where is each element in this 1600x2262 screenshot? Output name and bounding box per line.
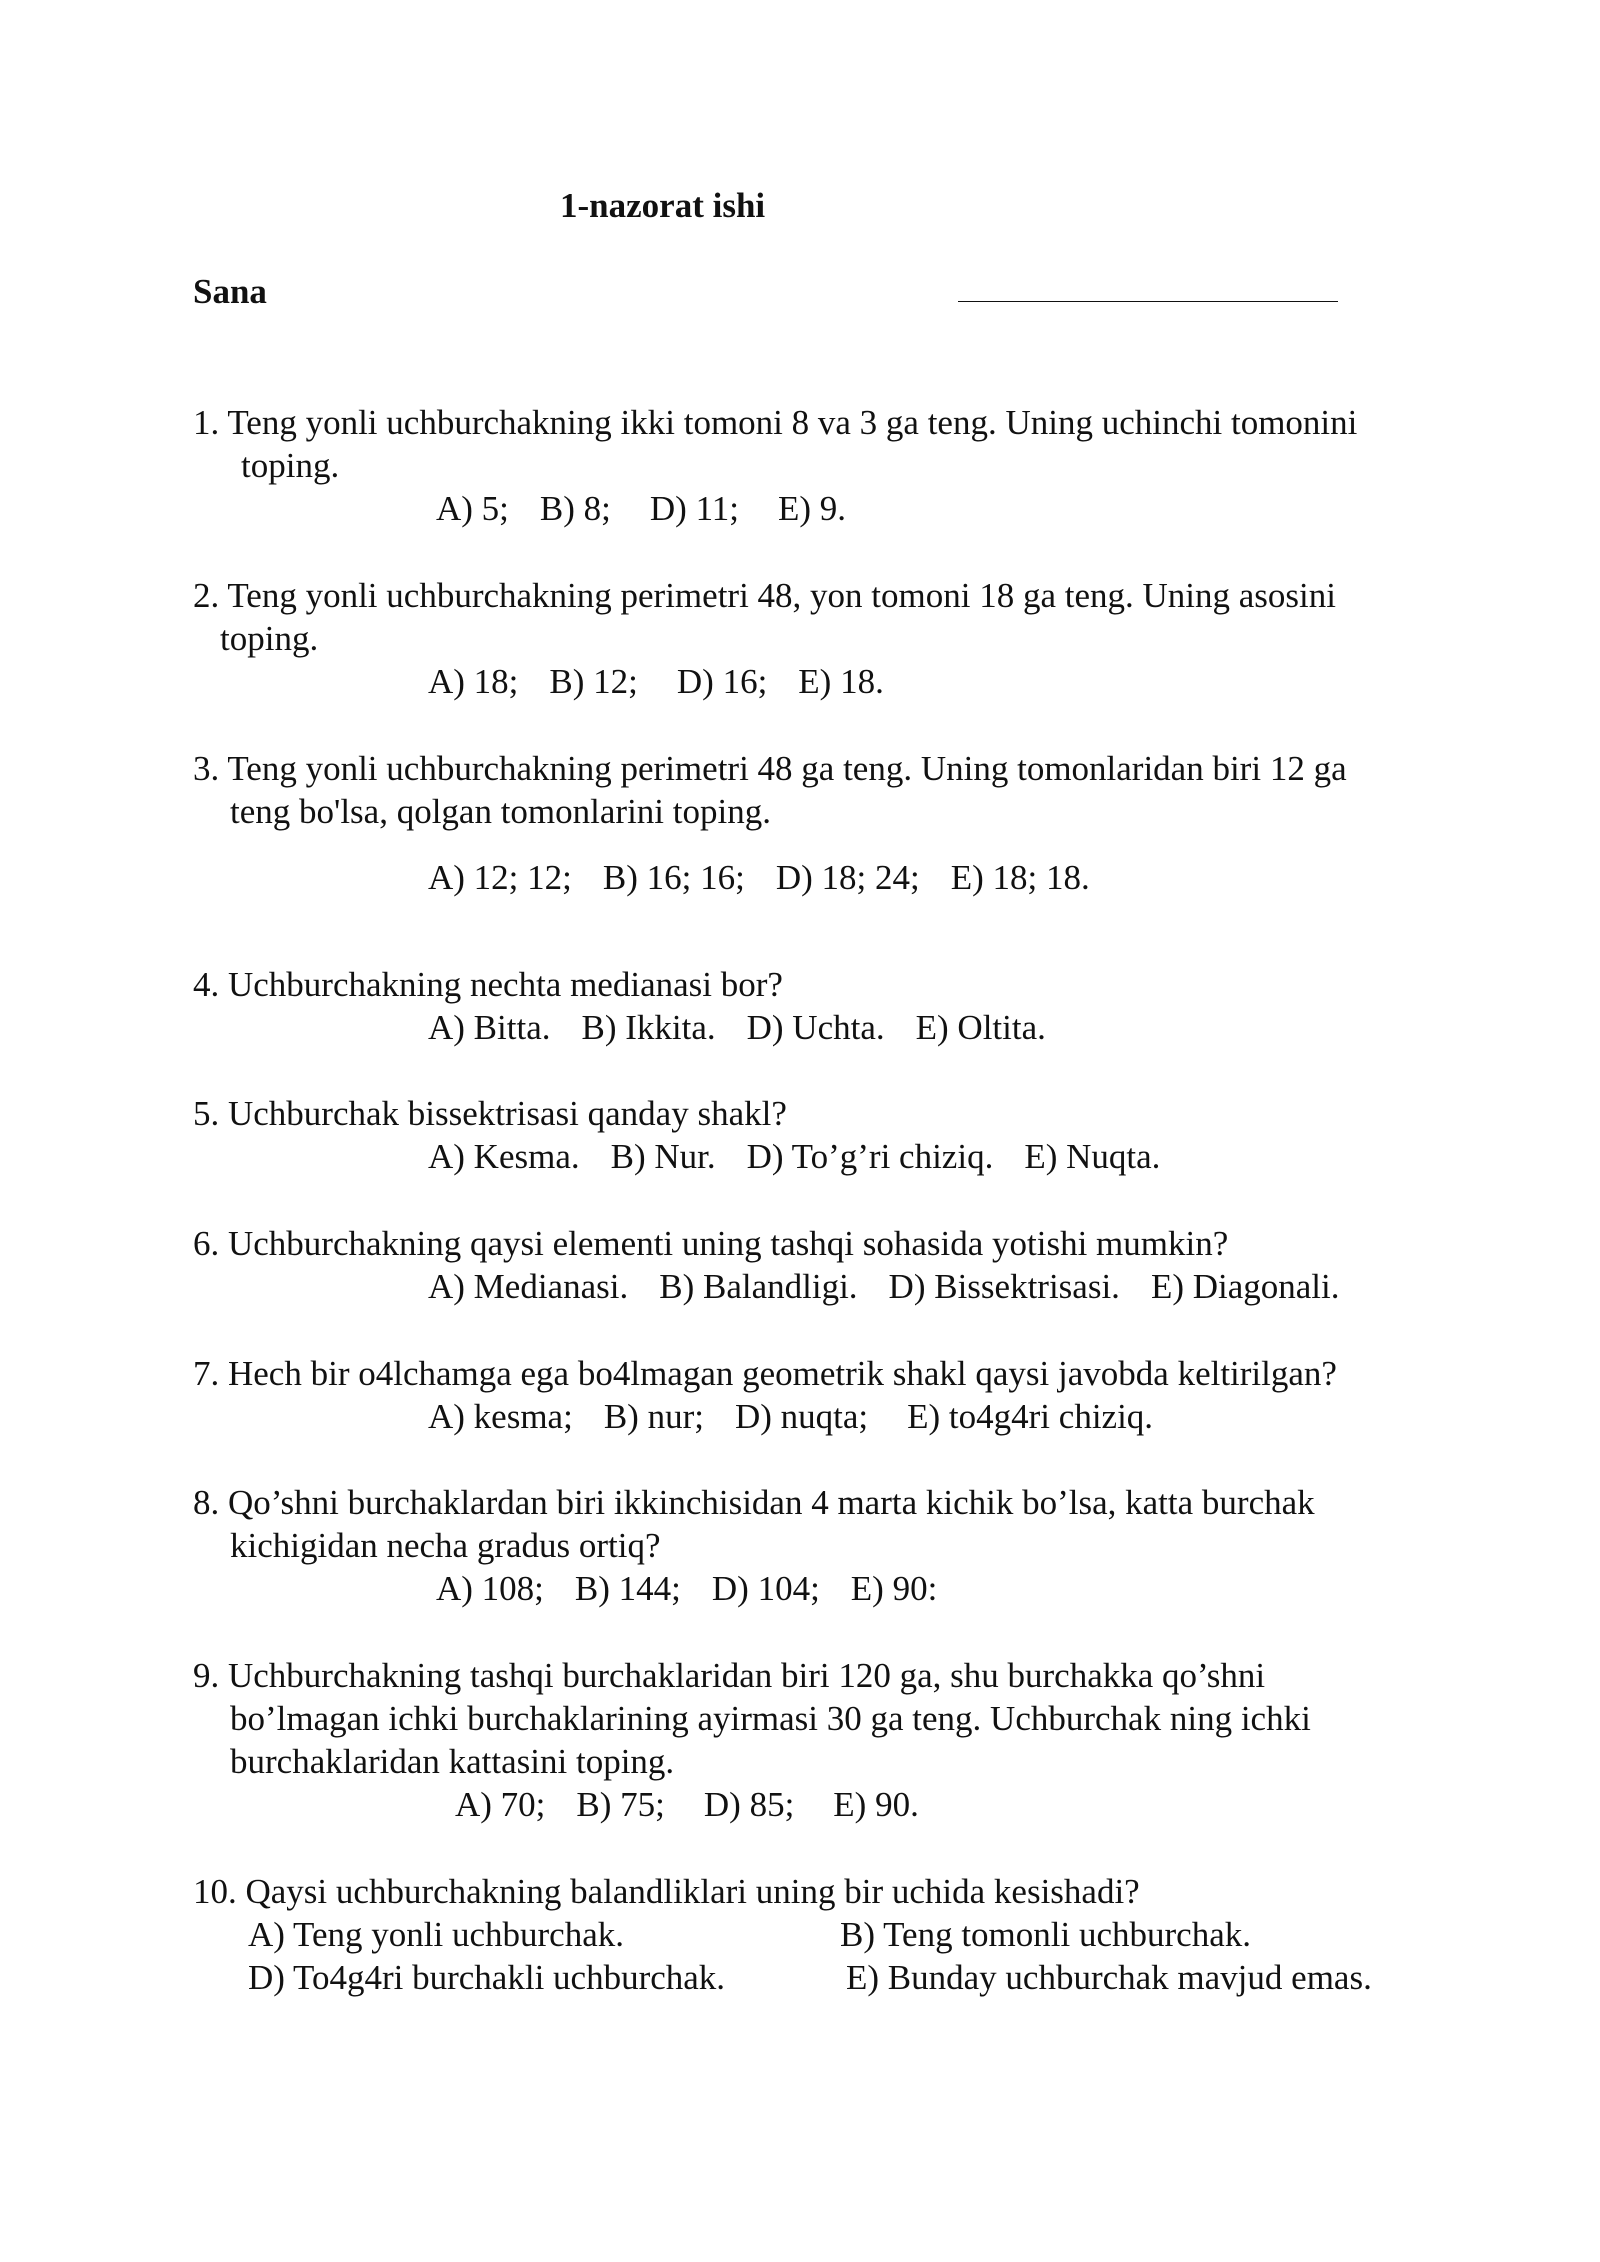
option-a: A) Bitta. <box>428 1008 551 1047</box>
option-e: E) 18; 18. <box>950 858 1090 897</box>
option-d: D) 85; <box>703 1785 795 1824</box>
answer-options-row <box>193 1913 1493 1956</box>
question-text-line: 3. Teng yonli uchburchakning perimetri 48 ga teng. Uning tomonlaridan biri 12 ga <box>193 749 1347 788</box>
option-e: E) to4g4ri chiziq. <box>907 1397 1154 1436</box>
option-b: B) 75; <box>576 1785 665 1824</box>
question-4 <box>193 963 1493 1049</box>
option-e: E) Diagonali. <box>1150 1267 1340 1306</box>
option-e: E) Oltita. <box>915 1008 1046 1047</box>
question-text-line: 8. Qo’shni burchaklardan biri ikkinchisidan 4 marta kichik bo’lsa, katta burchak <box>193 1483 1315 1522</box>
answer-options <box>428 1006 1600 1049</box>
question-9 <box>193 1654 1493 1826</box>
answer-options <box>436 1567 1600 1610</box>
option-e: E) 90: <box>850 1569 938 1608</box>
option-a: A) Medianasi. <box>428 1267 629 1306</box>
option-d: D) Bissektrisasi. <box>888 1267 1120 1306</box>
option-a: A) 18; <box>428 662 519 701</box>
option-a: A) kesma; <box>428 1397 573 1436</box>
answer-options <box>436 487 1600 530</box>
option-b: B) Teng tomonli uchburchak. <box>840 1915 1251 1954</box>
question-8 <box>193 1481 1493 1610</box>
question-text-line: 9. Uchburchakning tashqi burchaklaridan biri 120 ga, shu burchakka qo’shni <box>193 1656 1266 1695</box>
question-text-line: teng bo'lsa, qolgan tomonlarini toping. <box>230 792 771 831</box>
option-e: E) Nuqta. <box>1024 1137 1161 1176</box>
option-b: B) Balandligi. <box>659 1267 858 1306</box>
page-title: 1-nazorat ishi <box>560 186 766 225</box>
option-d: D) To4g4ri burchakli uchburchak. <box>248 1958 726 1997</box>
option-b: B) 144; <box>574 1569 681 1608</box>
question-text-line: burchaklaridan kattasini toping. <box>230 1742 675 1781</box>
option-d: D) Uchta. <box>746 1008 885 1047</box>
question-text-line: 4. Uchburchakning nechta medianasi bor? <box>193 965 783 1004</box>
option-a: A) 12; 12; <box>428 858 572 897</box>
answer-options <box>428 1395 1600 1438</box>
option-b: B) 12; <box>549 662 638 701</box>
option-d: D) 11; <box>649 489 739 528</box>
date-fill-line <box>958 301 1338 302</box>
option-d: D) 18; 24; <box>775 858 920 897</box>
question-3 <box>193 747 1493 897</box>
question-text-line: 2. Teng yonli uchburchakning perimetri 48, yon tomoni 18 ga teng. Uning asosini <box>193 576 1336 615</box>
option-e: E) 18. <box>798 662 884 701</box>
option-e: E) Bunday uchburchak mavjud emas. <box>846 1958 1372 1997</box>
option-b: B) Ikkita. <box>581 1008 716 1047</box>
question-text-line: 1. Teng yonli uchburchakning ikki tomoni 8 va 3 ga teng. Uning uchinchi tomonini <box>193 403 1358 442</box>
option-e: E) 9. <box>778 489 847 528</box>
question-text-line: 5. Uchburchak bissektrisasi qanday shakl? <box>193 1094 787 1133</box>
option-b: B) 8; <box>539 489 611 528</box>
question-text-line: toping. <box>241 446 340 485</box>
option-d: D) To’g’ri chiziq. <box>746 1137 994 1176</box>
question-10 <box>193 1870 1493 1999</box>
option-b: B) nur; <box>603 1397 704 1436</box>
answer-options <box>428 1265 1600 1308</box>
option-b: B) Nur. <box>610 1137 716 1176</box>
option-d: D) 104; <box>711 1569 820 1608</box>
answer-options <box>428 856 1600 899</box>
question-1 <box>193 401 1493 530</box>
option-b: B) 16; 16; <box>602 858 745 897</box>
answer-options <box>428 660 1600 703</box>
question-text-line: toping. <box>220 619 319 658</box>
question-text-line: 10. Qaysi uchburchakning balandliklari uning bir uchida kesishadi? <box>193 1872 1140 1911</box>
question-text-line: bo’lmagan ichki burchaklarining ayirmasi 30 ga teng. Uchburchak ning ichki <box>230 1699 1311 1738</box>
answer-options <box>455 1783 1600 1826</box>
question-text-line: kichigidan necha gradus ortiq? <box>230 1526 661 1565</box>
option-e: E) 90. <box>833 1785 919 1824</box>
option-a: A) Teng yonli uchburchak. <box>248 1915 624 1954</box>
question-6 <box>193 1222 1493 1308</box>
question-5 <box>193 1092 1493 1178</box>
option-a: A) 108; <box>436 1569 544 1608</box>
answer-options <box>428 1135 1600 1178</box>
option-d: D) nuqta; <box>734 1397 869 1436</box>
question-text-line: 7. Hech bir o4lchamga ega bo4lmagan geometrik shakl qaysi javobda keltirilgan? <box>193 1354 1337 1393</box>
option-a: A) 70; <box>455 1785 546 1824</box>
answer-options-row <box>193 1956 1493 1999</box>
option-a: A) 5; <box>436 489 509 528</box>
question-7 <box>193 1352 1493 1438</box>
option-d: D) 16; <box>676 662 768 701</box>
question-text-line: 6. Uchburchakning qaysi elementi uning tashqi sohasida yotishi mumkin? <box>193 1224 1229 1263</box>
date-label: Sana <box>193 272 267 311</box>
option-a: A) Kesma. <box>428 1137 580 1176</box>
question-2 <box>193 574 1493 703</box>
